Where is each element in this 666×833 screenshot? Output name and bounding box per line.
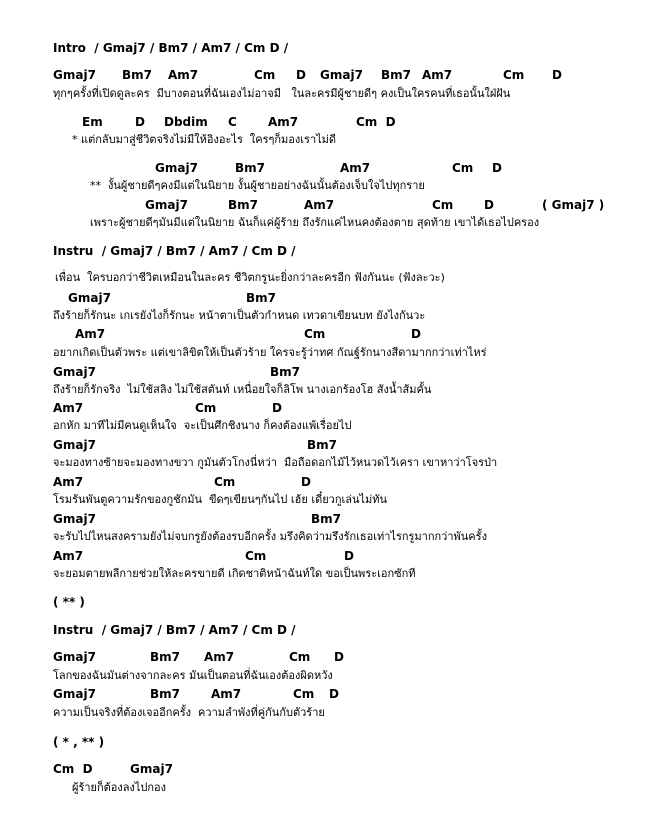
lyric-text: * แต่กลับมาสู่ชีวิตจริงไม่มีให้อิงอะไร ใครๆก็มองเราไม่ดี: [72, 133, 337, 146]
lyric-text: ถึงร้ายก็รักจริง ไม่ใช้สลิง ไม่ใช้สตันท์ เหนื่อยใจก็ลิโพ นางเอกร้องโฮ สังน้ำส้มคั้น: [53, 383, 432, 396]
chord-symbol: Cm: [503, 68, 525, 82]
chord-symbol: Dbdim: [164, 115, 208, 129]
chord-symbol: D: [552, 68, 562, 82]
lyric-text: โรมรันพันตูความรักของกูชักมัน ขีดๆเขียนๆกันไป เฮ้ย เดี๋ยวกูเล่นไม่ทัน: [53, 493, 388, 506]
chord-symbol: D: [334, 650, 344, 664]
chord-symbol: Am7: [340, 161, 371, 175]
lyric-text: จะรับไปไหนสงครามยังไม่จบกรูยังต้องรบอีกครั้ง มรึงคิดว่ามรึงรักเธอเท่าไรกรูมากกว่าพันครั้ง: [53, 530, 487, 543]
chord-symbol: Am7: [304, 198, 335, 212]
chord-symbol: Cm: [432, 198, 454, 212]
chord-symbol: Bm7: [150, 687, 180, 701]
chord-symbol: Am7: [168, 68, 199, 82]
lyric-text: เพื่อน ใครบอกว่าชีวิตเหมือนในละคร ชีวิตกรูนะยิ่งกว่าละครอีก ฟังกันนะ (ฟังละวะ): [55, 271, 445, 284]
chord-symbol: Bm7: [381, 68, 411, 82]
chord-symbol: D: [344, 549, 354, 563]
chord-symbol: Bm7: [235, 161, 265, 175]
chord-symbol: Am7: [204, 650, 235, 664]
chord-symbol: Bm7: [228, 198, 258, 212]
chord-symbol: Gmaj7: [145, 198, 188, 212]
chord-symbol: Gmaj7: [53, 512, 96, 526]
chord-symbol: Bm7: [150, 650, 180, 664]
chord-symbol: D: [411, 327, 421, 341]
chord-symbol: Cm: [452, 161, 474, 175]
chord-symbol: Em: [82, 115, 103, 129]
chord-symbol: Cm D: [53, 762, 93, 776]
chord-symbol: D: [492, 161, 502, 175]
chord-symbol: Gmaj7: [68, 291, 111, 305]
chord-symbol: Gmaj7: [53, 68, 96, 82]
chord-symbol: Bm7: [246, 291, 276, 305]
chord-symbol: Am7: [211, 687, 242, 701]
chord-symbol: Cm: [293, 687, 315, 701]
chord-symbol: Gmaj7: [53, 438, 96, 452]
chord-symbol: Gmaj7: [130, 762, 173, 776]
lyric-text: ความเป็นจริงที่ต้องเจออีกครั้ง ความลำพังที่คู่กันกับตัวร้าย: [53, 706, 325, 719]
chord-symbol: Intro / Gmaj7 / Bm7 / Am7 / Cm D /: [53, 41, 289, 55]
chord-symbol: D: [329, 687, 339, 701]
chord-symbol: Gmaj7: [320, 68, 363, 82]
chord-symbol: Am7: [422, 68, 453, 82]
chord-symbol: Cm: [304, 327, 326, 341]
repeat-marker: ( ** ): [53, 595, 85, 609]
lyric-text: ** งั้นผู้ชายดีๆคงมีแต่ในนิยาย งั้นผู้ชายอย่างฉันนั้นต้องเจ็บใจไปทุกราย: [90, 179, 425, 192]
lyric-text: ผู้ร้ายก็ต้องลงไปกอง: [72, 781, 167, 794]
chord-symbol: Gmaj7: [53, 687, 96, 701]
chord-symbol: Cm: [214, 475, 236, 489]
chord-symbol: Gmaj7: [53, 650, 96, 664]
lyric-text: ทุกๆครั้งที่เปิดดูละคร มีบางตอนที่ฉันเองไม่อาจมี ในละครมีผู้ชายดีๆ คงเป็นใครคนที่เธอนั้นใฝ่ฝัน: [53, 87, 511, 100]
chord-symbol: Am7: [53, 475, 84, 489]
chord-symbol: D: [296, 68, 306, 82]
chord-symbol: D: [272, 401, 282, 415]
chord-symbol: Cm: [254, 68, 276, 82]
repeat-marker: ( * , ** ): [53, 735, 105, 749]
chord-symbol: Am7: [75, 327, 106, 341]
chord-symbol: C: [228, 115, 237, 129]
chord-symbol: Cm: [289, 650, 311, 664]
chord-symbol: Gmaj7: [53, 365, 96, 379]
lyric-text: อกหัก มาทีไม่มีคนดูเห็นใจ จะเป็นศึกชิงนาง ก็คงต้องแพ้เรื่อยไป: [53, 419, 352, 432]
chord-symbol: D: [301, 475, 311, 489]
lyric-text: อยากเกิดเป็นตัวพระ แต่เขาลิขิตให้เป็นตัวร้าย ใครจะรู้ว่าทศ กัณฐ์รักนางสีดามากกว่าเท่าไหร่: [53, 346, 487, 359]
chord-symbol: Instru / Gmaj7 / Bm7 / Am7 / Cm D /: [53, 244, 296, 258]
chord-symbol: Am7: [268, 115, 299, 129]
chord-symbol: Instru / Gmaj7 / Bm7 / Am7 / Cm D /: [53, 623, 296, 637]
chord-symbol: Bm7: [311, 512, 341, 526]
chord-symbol: D: [484, 198, 494, 212]
chord-symbol: Am7: [53, 549, 84, 563]
chord-symbol: Am7: [53, 401, 84, 415]
lyric-text: โลกของฉันมันต่างจากละคร มันเป็นตอนที่ฉันเองต้องผิดหวัง: [53, 669, 333, 682]
chord-symbol: Bm7: [307, 438, 337, 452]
chord-symbol: ( Gmaj7 ): [542, 198, 605, 212]
lyric-text: ถึงร้ายก็รักนะ เกเรยังไงก็รักนะ หน้าตาเป็นตัวกำหนด เทวดาเขียนบท ยังไงกันวะ: [53, 309, 426, 322]
chord-symbol: Cm: [245, 549, 267, 563]
lyric-text: เพราะผู้ชายดีๆมันมีแต่ในนิยาย ฉันก็แค่ผู้ร้าย ถึงรักแค่ไหนคงต้องตาย สุดท้าย เขาได้เธอไปครอง: [90, 216, 540, 229]
lyric-text: จะยอมตายพลีกายช่วยให้ละครขายดี เกิดชาติหน้าฉันท์ใด ขอเป็นพระเอกซักที: [53, 567, 416, 580]
chord-symbol: Bm7: [270, 365, 300, 379]
chord-symbol: D: [135, 115, 145, 129]
chord-symbol: Gmaj7: [155, 161, 198, 175]
lyric-text: จะมองทางซ้ายจะมองทางขวา กูมันตัวโกงนี่หว่า มือถือดอกไม้ไว้หนวดไว้เครา เขาหาว่าโจรป่า: [53, 456, 498, 469]
chord-symbol: Bm7: [122, 68, 152, 82]
chord-symbol: Cm: [195, 401, 217, 415]
chord-symbol: Cm D: [356, 115, 396, 129]
